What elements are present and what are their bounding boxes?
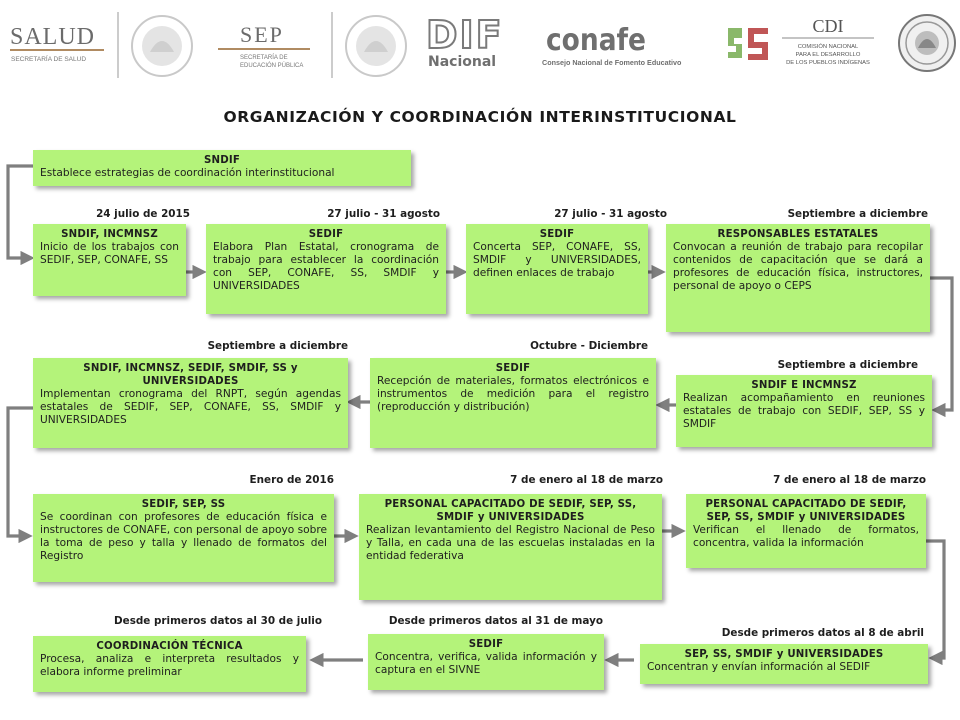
step-head: PERSONAL CAPACITADO DE SEDIF, SEP, SS, SMDIF y UNIVERSIDADES (705, 499, 907, 523)
step-body: Procesa, analiza e interpreta resultados y elabora informe preliminar (40, 653, 299, 678)
date-label-7: Septiembre a diciembre (777, 359, 918, 371)
step-head: SEP, SS, SMDIF y UNIVERSIDADES (684, 649, 884, 660)
step-head: SNDIF (203, 155, 241, 166)
step-box-concentran (640, 644, 928, 684)
step-box-sedif-sivne (368, 634, 604, 690)
step-head: SEDIF (539, 229, 575, 240)
date-label-3: 27 julio - 31 agosto (554, 208, 667, 220)
step-body: Realizan levantamiento del Registro Nacional de Peso y Talla, en cada una de las escuelas instaladas en la entidad federativa (366, 524, 655, 562)
step-box-sndif (33, 150, 411, 186)
step-box-sedif-plan (206, 224, 446, 314)
salud-logo-sub: SECRETARÍA DE SALUD (11, 56, 87, 63)
step-body: Convocan a reunión de trabajo para recopilar contenidos de capacitación que se dará a profesores de educación física, instructores, personal de apoyo o CEPS (673, 241, 923, 292)
step-head: SNDIF, INCMNSZ, SEDIF, SMDIF, SS y UNIVERSIDADES (83, 363, 298, 387)
date-label-10: 7 de enero al 18 de marzo (773, 474, 926, 486)
step-body: Implementan cronograma del RNPT, según agendas estatales de SEDIF, SEP, CONAFE, SS, SMDIF y UNIVERSIDADES (40, 388, 341, 426)
date-label-12: Desde primeros datos al 31 de mayo (388, 615, 603, 627)
step-head: SEDIF (308, 229, 344, 240)
cdi-logo-sub3: DE LOS PUEBLOS INDÍGENAS (786, 60, 870, 66)
date-label-5: Septiembre a diciembre (207, 340, 348, 352)
sep-logo-sub1: SECRETARÍA DE (240, 55, 288, 61)
conafe-logo-sub: Consejo Nacional de Fomento Educativo (542, 58, 682, 67)
step-head: SEDIF (495, 363, 531, 374)
conafe-logo-name: conafe (546, 23, 646, 58)
step-body: Establece estrategias de coordinación interinstitucional (40, 167, 335, 179)
cdi-logo-sub2: PARA EL DESARROLLO (795, 52, 861, 58)
sep-logo-name: SEP (240, 22, 284, 47)
cdi-logo-sub1: COMISIÓN NACIONAL (797, 44, 859, 50)
step-box-sndif-incmnsz (33, 224, 186, 296)
date-label-6: Octubre - Diciembre (530, 340, 648, 352)
step-head: SNDIF E INCMNSZ (751, 380, 857, 391)
cdi-logo-name: CDI (812, 16, 844, 36)
arrow-b5-b8 (8, 408, 33, 536)
step-box-levantamiento (359, 494, 662, 600)
step-box-responsables (666, 224, 930, 332)
step-box-acompanamiento (676, 375, 932, 447)
step-box-coordinacion-tecnica (33, 636, 306, 692)
step-body: Concerta SEP, CONAFE, SS, SMDIF y UNIVERSIDADES, definen enlaces de trabajo (473, 241, 641, 279)
step-head: SEDIF, SEP, SS (141, 499, 226, 510)
page-title: ORGANIZACIÓN Y COORDINACIÓN INTERINSTITUCIONAL (223, 108, 737, 126)
date-label-4: Septiembre a diciembre (787, 208, 928, 220)
step-box-verifican (686, 494, 926, 568)
sep-logo-sub2: EDUCACIÓN PÚBLICA (240, 63, 304, 69)
step-box-coordinan (33, 494, 334, 582)
step-body: Se coordinan con profesores de educación física e instructores de CONAFE, con personal de apoyo sobre la toma de peso y talla y llenado de formatos del Registro (40, 511, 327, 562)
step-box-sedif-concerta (466, 224, 648, 314)
step-head: SEDIF (468, 639, 504, 650)
step-box-implementan (33, 358, 348, 448)
step-body: Concentran y envían información al SEDIF (647, 661, 871, 673)
dif-logo-sub: Nacional (428, 54, 497, 70)
step-head: COORDINACIÓN TÉCNICA (96, 641, 243, 652)
date-label-11: Desde primeros datos al 30 de julio (114, 615, 322, 627)
step-body: Recepción de materiales, formatos electrónicos e instrumentos de medición para el registro (reproducción y distribución) (377, 375, 649, 413)
step-body: Inicio de los trabajos con SEDIF, SEP, CONAFE, SS (40, 241, 179, 266)
date-label-1: 24 julio de 2015 (96, 208, 190, 220)
step-head: PERSONAL CAPACITADO DE SEDIF, SEP, SS, SMDIF y UNIVERSIDADES (384, 499, 637, 523)
step-body: Verifican el llenado de formatos, concentra, valida la información (693, 524, 919, 549)
date-label-8: Enero de 2016 (249, 474, 334, 486)
step-body: Elabora Plan Estatal, cronograma de trabajo para establecer la coordinación con SEP, CONAFE, SS, SMDIF y UNIVERSIDADES (213, 241, 439, 292)
step-body: Realizan acompañamiento en reuniones estatales de trabajo con SEDIF, SEP, SS y SMDIF (683, 392, 925, 430)
step-box-recepcion (370, 358, 656, 448)
date-label-9: 7 de enero al 18 de marzo (510, 474, 663, 486)
step-head: RESPONSABLES ESTATALES (717, 229, 879, 240)
step-head: SNDIF, INCMNSZ (61, 229, 158, 240)
arrow-b4-b7 (930, 278, 952, 410)
dif-logo-name: DIF (426, 13, 504, 57)
date-label-13: Desde primeros datos al 8 de abril (721, 627, 924, 639)
arrow-b10-b13 (926, 541, 944, 658)
step-body: Concentra, verifica, valida información y captura en el SIVNE (375, 651, 597, 676)
salud-logo-name: SALUD (10, 24, 96, 50)
date-label-2: 27 julio - 31 agosto (327, 208, 440, 220)
